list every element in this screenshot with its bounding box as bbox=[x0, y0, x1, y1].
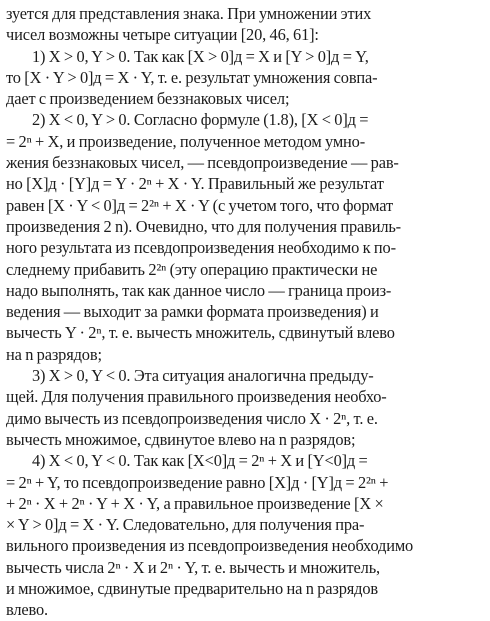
text-line: влево. bbox=[6, 600, 48, 620]
text-line: ведения — выходит за рамки формата произведения) и bbox=[6, 302, 379, 322]
text-line: вычесть числа 2ⁿ · X и 2ⁿ · Y, т. е. вычесть и множитель, bbox=[6, 557, 380, 577]
text-line: 3) X > 0, Y < 0. Эта ситуация аналогична предыду- bbox=[32, 366, 374, 386]
text-line: 1) X > 0, Y > 0. Так как [X > 0]д = X и [Y > 0]д = Y, bbox=[32, 46, 369, 66]
text-line: вычесть множимое, сдвинутое влево на n разрядов; bbox=[6, 429, 356, 449]
text-line: = 2ⁿ + X, и произведение, полученное методом умно- bbox=[6, 131, 366, 151]
document-page bbox=[6, 3, 486, 621]
text-line: 2) X < 0, Y > 0. Согласно формуле (1.8), [X < 0]д = bbox=[32, 110, 369, 130]
text-line: и множимое, сдвинутые предварительно на n разрядов bbox=[6, 579, 378, 599]
text-line: следнему прибавить 2²ⁿ (эту операцию практически не bbox=[6, 259, 378, 279]
text-line: вычесть Y · 2ⁿ, т. е. вычесть множитель, сдвинутый влево bbox=[6, 323, 395, 343]
text-line: дает с произведением беззнаковых чисел; bbox=[6, 89, 290, 109]
text-line: надо выполнять, так как данное число — граница произ- bbox=[6, 280, 392, 300]
text-line: но [X]д · [Y]д = Y · 2ⁿ + X · Y. Правильный же результат bbox=[6, 174, 384, 194]
text-line: то [X · Y > 0]д = X · Y, т. е. результат умножения совпа- bbox=[6, 67, 378, 87]
text-line: на n разрядов; bbox=[6, 344, 102, 364]
text-line: зуется для представления знака. При умножении этих bbox=[6, 4, 372, 23]
text-line: чисел возможны четыре ситуации [20, 46, 61]: bbox=[6, 25, 319, 45]
text-line: равен [X · Y < 0]д = 2²ⁿ + X · Y (с учетом того, что формат bbox=[6, 195, 393, 215]
text-line: + 2ⁿ · X + 2ⁿ · Y + X · Y, а правильное произведение [X × bbox=[6, 493, 384, 513]
text-line: 4) X < 0, Y < 0. Так как [X<0]д = 2ⁿ + X и [Y<0]д = bbox=[32, 451, 368, 471]
text-line: = 2ⁿ + Y, то псевдопроизведение равно [X]д · [Y]д = 2²ⁿ + bbox=[6, 472, 389, 492]
text-line: произведения 2 n). Очевидно, что для получения правиль- bbox=[6, 216, 401, 236]
text-line: вильного произведения из псевдопроизведения необходимо bbox=[6, 536, 414, 556]
text-line: жения беззнаковых чисел, — псевдопроизведение — рав- bbox=[6, 153, 399, 173]
text-line: щей. Для получения правильного произведения необхо- bbox=[6, 387, 387, 407]
text-line: × Y > 0]д = X · Y. Следовательно, для получения пра- bbox=[6, 515, 365, 535]
text-line: димо вычесть из псевдопроизведения число X · 2ⁿ, т. е. bbox=[6, 408, 378, 428]
text-line: ного результата из псевдопроизведения необходимо к по- bbox=[6, 238, 396, 258]
